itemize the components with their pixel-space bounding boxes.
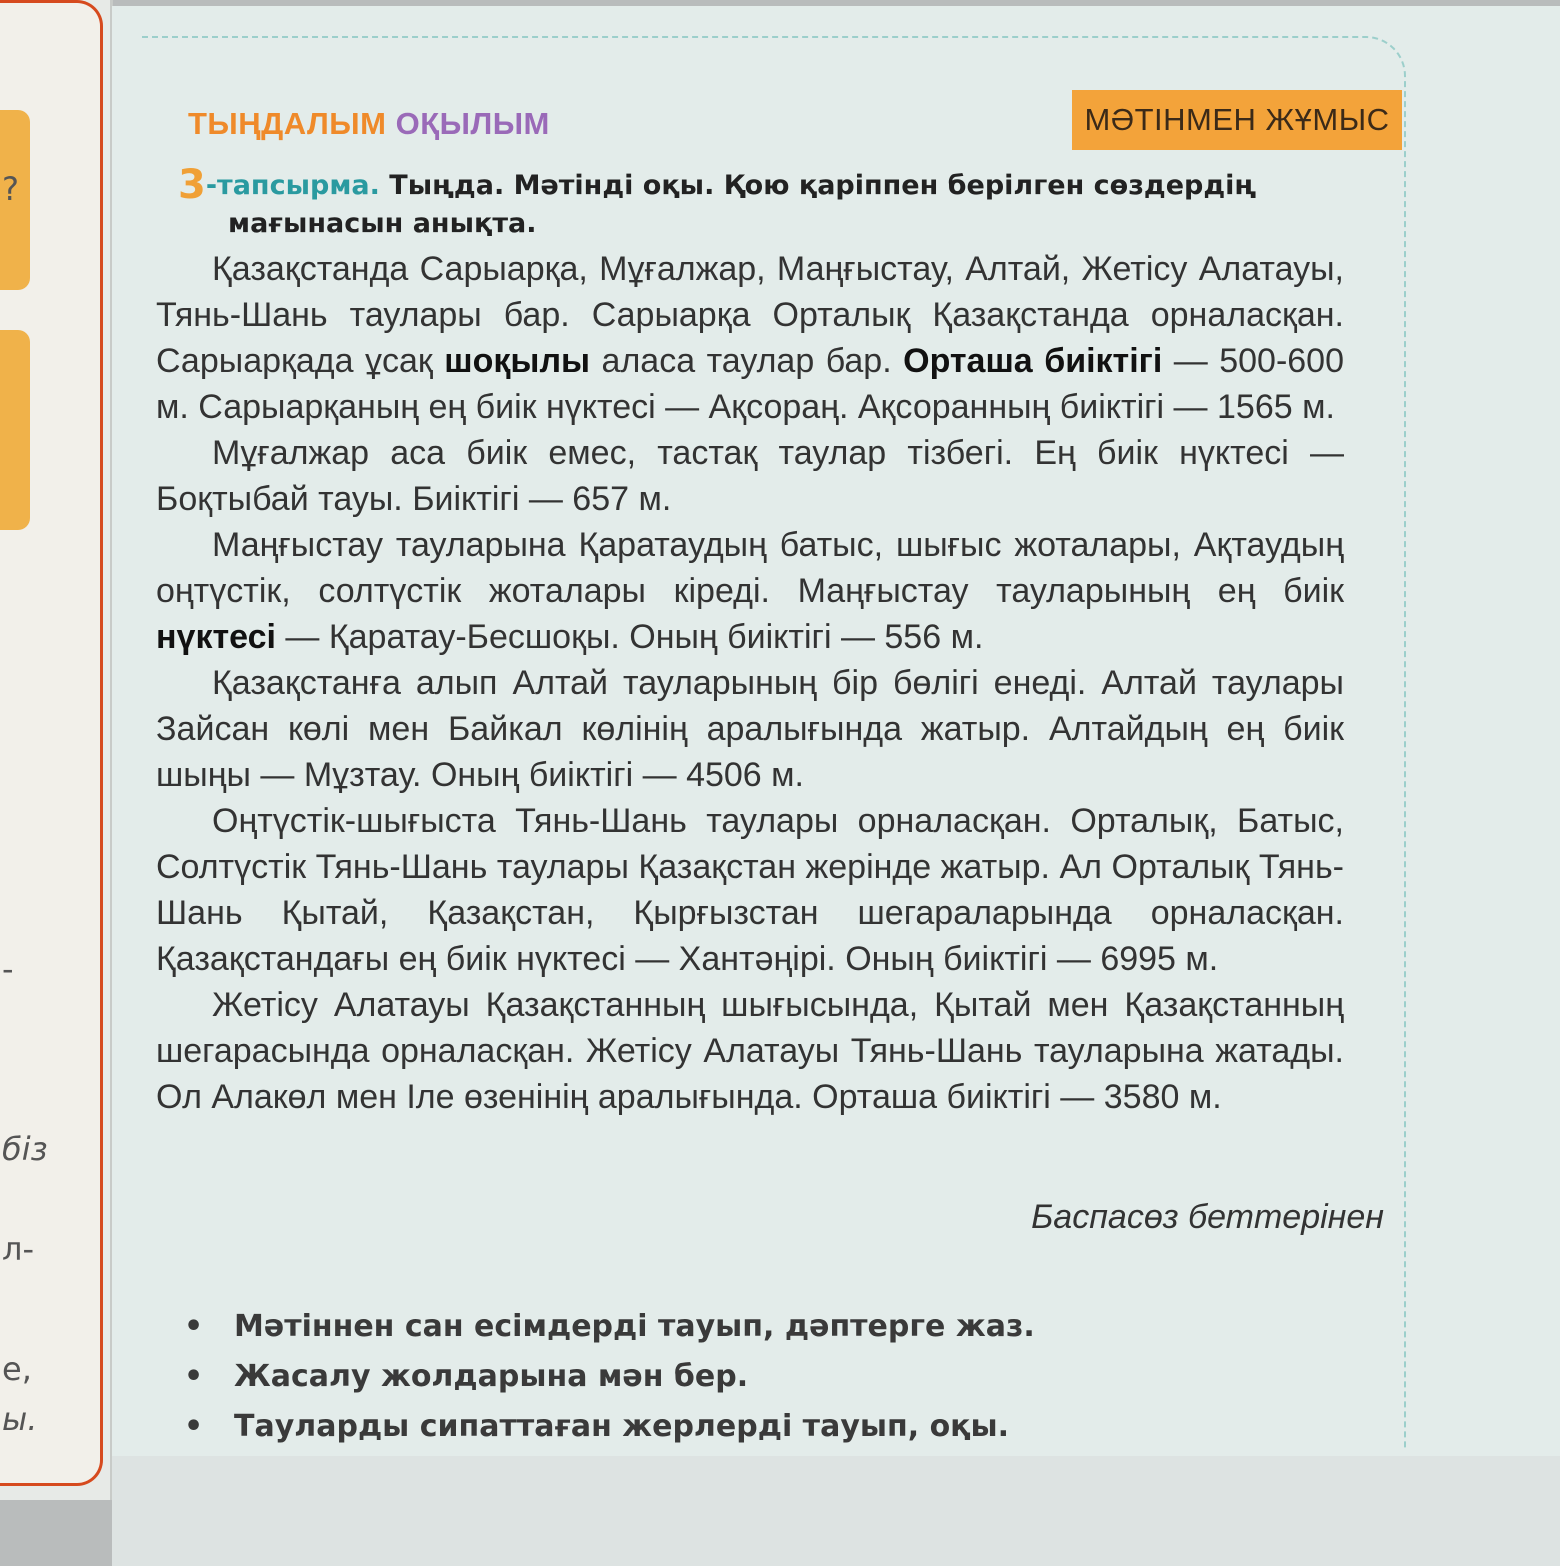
previous-page-text: е, [2, 1350, 32, 1388]
previous-page-text: ы. [2, 1400, 38, 1438]
assignment-item [172, 1302, 1322, 1352]
task-heading [178, 162, 1318, 243]
section-title-reading: ОҚЫЛЫМ [395, 106, 550, 141]
bullet-icon: • [184, 1359, 204, 1394]
previous-page-text: - [2, 950, 14, 988]
previous-page-text: ? [2, 170, 19, 208]
bold-term: Орташа биіктігі [903, 342, 1163, 380]
bullet-icon: • [184, 1409, 204, 1444]
paragraph-text: — 500-600 м. Сарыарқаның ең биік нүктесі — Ақсораң. Ақсоранның биіктігі — 1565 м. [156, 342, 1344, 426]
task-instruction-line2: мағынасын анықта. [228, 208, 537, 239]
assignment-item [172, 1402, 1322, 1452]
previous-page-text: л- [2, 1230, 34, 1268]
task-instruction-line1: Тыңда. Мәтінді оқы. Қою қаріппен берілген сөздердің [389, 170, 1257, 201]
assignment-list [172, 1302, 1322, 1452]
paragraph-zhetysu: Жетісу Алатауы Қазақстанның шығысында, Қытай мен Қазақстанның шегарасында орналасқан. Жетісу Алатауы Тянь-Шань тауларына жатады. Ол Алакөл мен Іле өзенінің аралығында. Орташа биіктігі — 3580 м. [156, 986, 1344, 1116]
assignment-text: Тауларды сипаттаған жерлерді тауып, оқы. [234, 1409, 1010, 1444]
paragraph-tien-shan: Оңтүстік-шығыста Тянь-Шань таулары орналасқан. Орталық, Батыс, Солтүстік Тянь-Шань таулары Қазақстан жерінде жатыр. Ал Орталық Тянь-Шань Қытай, Қазақстан, Қырғызстан шегараларында орналасқан. Қазақстандағы ең биік нүктесі — Хантәңірі. Оның биіктігі — 6995 м. [156, 802, 1344, 978]
section-title [188, 106, 550, 142]
paragraph-text: аласа таулар бар. [590, 342, 904, 380]
paragraph-text: Маңғыстау тауларына Қаратаудың батыс, шығыс жоталары, Ақтаудың оңтүстік, солтүстік жоталары кіреді. Маңғыстау тауларының ең биік [156, 526, 1344, 610]
text-source: Баспасөз беттерінен [1031, 1198, 1384, 1236]
task-number: 3 [178, 162, 206, 208]
paragraph-mugalzhar: Мұғалжар аса биік емес, тастақ таулар тізбегі. Ең биік нүктесі — Боқтыбай тауы. Биіктігі — 657 м. [156, 434, 1344, 518]
textbook-page [112, 6, 1560, 1560]
bold-term: шоқылы [444, 342, 591, 380]
assignment-text: Жасалу жолдарына мән бер. [234, 1359, 749, 1394]
reading-text [156, 246, 1344, 1120]
previous-page-orange-block [0, 330, 30, 530]
task-label: -тапсырма. [205, 170, 380, 201]
bold-term: нүктесі [156, 618, 276, 656]
previous-page-edge [0, 0, 113, 1500]
bullet-icon: • [184, 1309, 204, 1344]
paragraph-saryarka [156, 246, 1344, 430]
paragraph-altai: Қазақстанға алып Алтай тауларының бір бөлігі енеді. Алтай таулары Зайсан көлі мен Байкал көлінің аралығында жатыр. Алтайдың ең биік шыңы — Мұзтау. Оның биіктігі — 4506 м. [156, 664, 1344, 794]
section-title-listening: ТЫҢДАЛЫМ [188, 106, 387, 141]
assignment-text: Мәтіннен сан есімдерді тауып, дәптерге жаз. [234, 1309, 1035, 1344]
paragraph-mangystau [156, 522, 1344, 660]
section-tag: МӘТІНМЕН ЖҰМЫС [1072, 90, 1402, 150]
previous-page-text: біз [2, 1130, 48, 1168]
paragraph-text: Қазақстанда Сарыарқа, Мұғалжар, Маңғыстау, Алтай, Жетісу Алатауы, Тянь-Шань таулары бар. Сарыарқа Орталық Қазақстанда орналасқан. Сарыарқада ұсақ [156, 250, 1344, 380]
assignment-item [172, 1352, 1322, 1402]
paragraph-text: — Қаратау-Бесшоқы. Оның биіктігі — 556 м. [275, 618, 984, 656]
page-bottom-edge [112, 1456, 1560, 1566]
